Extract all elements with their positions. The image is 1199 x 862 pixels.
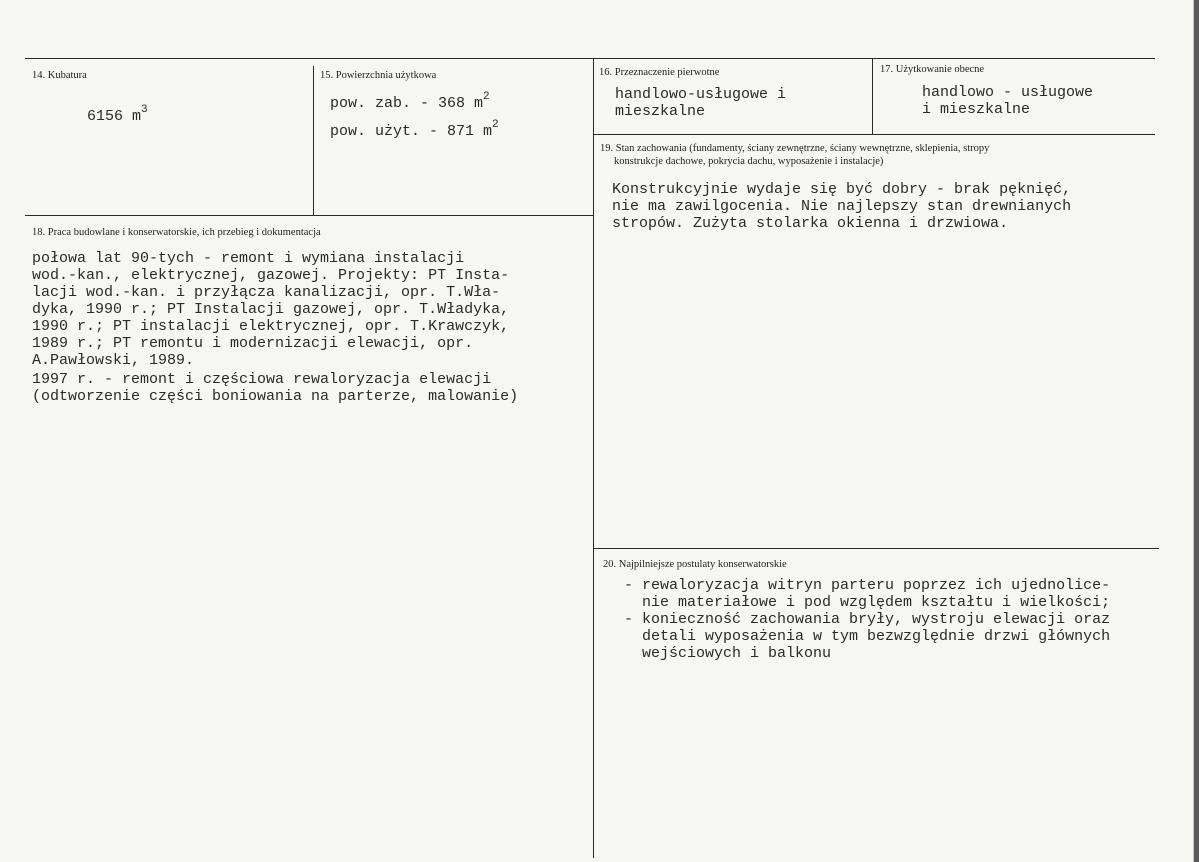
uzytkowanie-label: 17. Użytkowanie obecne bbox=[880, 64, 985, 75]
stan-line-3: stropów. Zużyta stolarka okienna i drzwiowa. bbox=[612, 215, 1009, 232]
prace-line-7: A.Pawłowski, 1989. bbox=[32, 352, 195, 369]
postulaty-line-1: - rewaloryzacja witryn parteru poprzez ich ujednolice- bbox=[624, 577, 1111, 594]
prace-line-6: 1989 r.; PT remontu i modernizacji elewacji, opr. bbox=[32, 335, 474, 352]
rule-below-14-15 bbox=[25, 215, 593, 216]
powierzchnia-zabudowy-exp: 2 bbox=[483, 91, 490, 103]
prace-line-8: 1997 r. - remont i częściowa rewaloryzacja elewacji bbox=[32, 371, 492, 388]
stan-line-1: Konstrukcyjnie wydaje się być dobry - brak pęknięć, bbox=[612, 181, 1072, 198]
prace-line-1: połowa lat 90-tych - remont i wymiana instalacji bbox=[32, 250, 465, 267]
scan-edge-shadow bbox=[1194, 0, 1199, 862]
kubatura-number: 6156 m bbox=[87, 108, 142, 125]
postulaty-line-4: detali wyposażenia w tym bezwzględnie drzwi głównych bbox=[624, 628, 1111, 645]
prace-line-9: (odtworzenie części boniowania na parterze, malowanie) bbox=[32, 388, 519, 405]
uzytkowanie-line-1: handlowo - usługowe bbox=[922, 84, 1094, 101]
powierzchnia-zabudowy bbox=[330, 91, 490, 112]
uzytkowanie-line-2: i mieszkalne bbox=[922, 101, 1031, 118]
top-rule bbox=[25, 58, 1155, 59]
rule-above-20 bbox=[593, 548, 1159, 549]
prace-line-5: 1990 r.; PT instalacji elektrycznej, opr. T.Krawczyk, bbox=[32, 318, 510, 335]
powierzchnia-uzytkowa bbox=[330, 119, 499, 140]
powierzchnia-uzytkowa-text: pow. użyt. - 871 m bbox=[330, 123, 493, 140]
stan-line-2: nie ma zawilgocenia. Nie najlepszy stan drewnianych bbox=[612, 198, 1072, 215]
kubatura-exponent: 3 bbox=[141, 104, 148, 116]
powierzchnia-label: 15. Powierzchnia użytkowa bbox=[320, 70, 437, 81]
powierzchnia-uzytkowa-exp: 2 bbox=[492, 119, 499, 131]
przeznaczenie-label: 16. Przeznaczenie pierwotne bbox=[599, 67, 720, 78]
rule-below-16-17 bbox=[593, 134, 1155, 135]
prace-label: 18. Praca budowlane i konserwatorskie, ich przebieg i dokumentacja bbox=[32, 227, 321, 238]
przeznaczenie-line-2: mieszkalne bbox=[615, 103, 706, 120]
stan-label-2: konstrukcje dachowe, pokrycia dachu, wyposażenie i instalacje) bbox=[614, 156, 884, 167]
divider-16-17 bbox=[872, 58, 873, 134]
postulaty-line-3: - konieczność zachowania bryły, wystroju elewacji oraz bbox=[624, 611, 1111, 628]
przeznaczenie-line-1: handlowo-usługowe i bbox=[615, 86, 787, 103]
postulaty-label: 20. Najpilniejsze postulaty konserwatorskie bbox=[603, 559, 787, 570]
stan-label-1: 19. Stan zachowania (fundamenty, ściany zewnętrzne, ściany wewnętrzne, sklepienia, stropy bbox=[600, 143, 990, 154]
divider-14-15 bbox=[313, 66, 314, 216]
prace-line-4: dyka, 1990 r.; PT Instalacji gazowej, opr. T.Władyka, bbox=[32, 301, 510, 318]
main-column-divider bbox=[593, 58, 594, 858]
postulaty-line-2: nie materiałowe i pod względem kształtu i wielkości; bbox=[624, 594, 1111, 611]
postulaty-line-5: wejściowych i balkonu bbox=[624, 645, 832, 662]
prace-line-3: lacji wod.-kan. i przyłącza kanalizacji, opr. T.Wła- bbox=[32, 284, 501, 301]
kubatura-label: 14. Kubatura bbox=[32, 70, 87, 81]
prace-line-2: wod.-kan., elektrycznej, gazowej. Projekty: PT Insta- bbox=[32, 267, 510, 284]
powierzchnia-zabudowy-text: pow. zab. - 368 m bbox=[330, 95, 484, 112]
kubatura-value bbox=[87, 104, 148, 125]
